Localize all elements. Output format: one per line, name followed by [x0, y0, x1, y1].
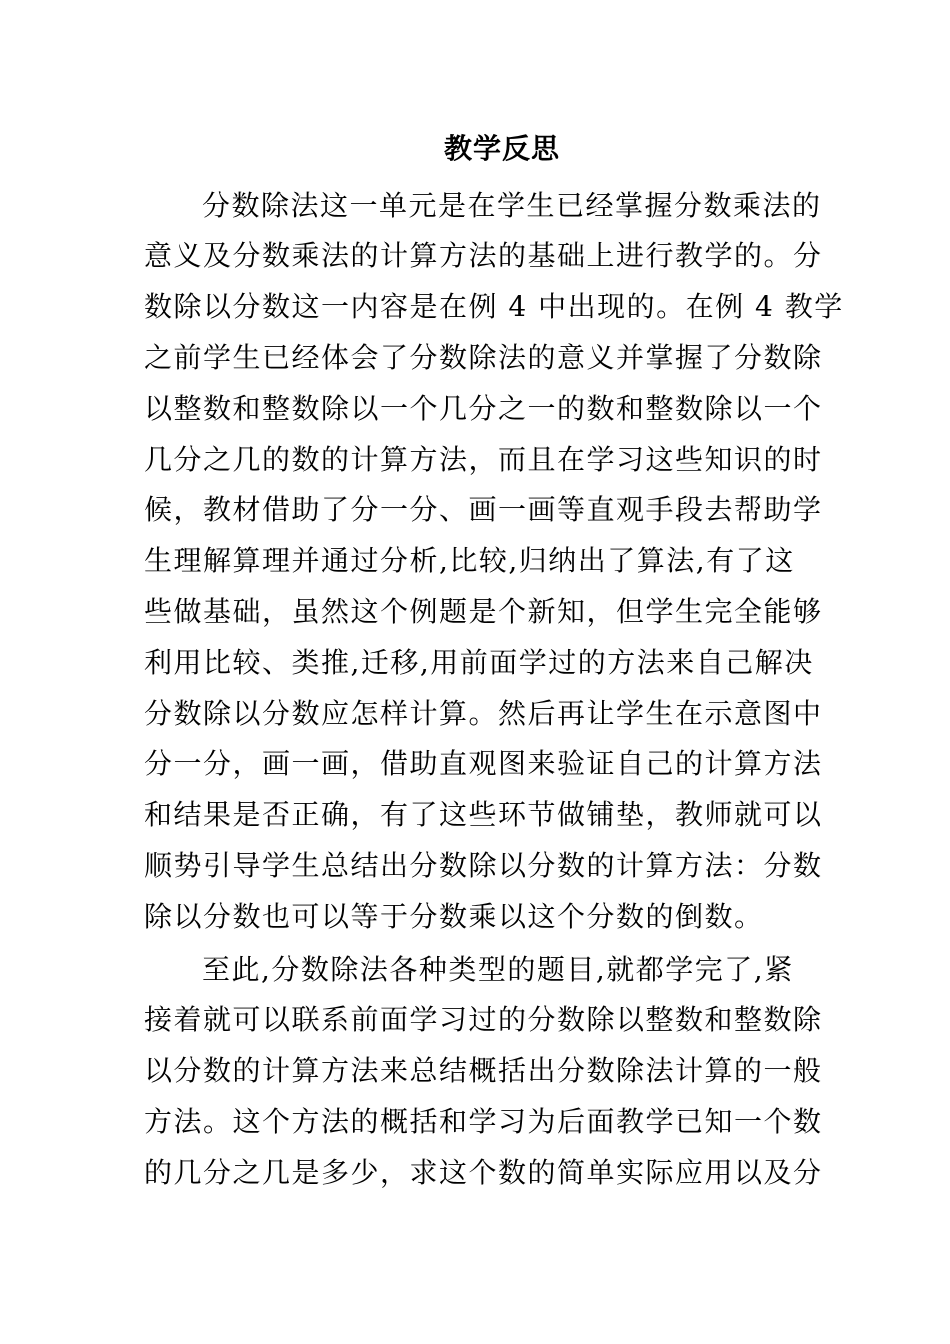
paragraph-1-line-8: 生理解算理并通过分析,比较,归纳出了算法,有了这 [144, 544, 795, 577]
paragraph-1-line-4: 之前学生已经体会了分数除法的意义并掌握了分数除 [144, 341, 823, 374]
paragraph-2-line-4: 方法。这个方法的概括和学习为后面教学已知一个数 [144, 1105, 823, 1138]
document-title: 教学反思 [443, 132, 560, 165]
paragraph-1-line-14: 顺势引导学生总结出分数除以分数的计算方法：分数 [144, 849, 823, 882]
paragraph-1-line-15: 除以分数也可以等于分数乘以这个分数的倒数。 [144, 900, 764, 933]
paragraph-1-line-1: 分数除法这一单元是在学生已经掌握分数乘法的 [202, 189, 822, 222]
paragraph-2-line-1: 至此,分数除法各种类型的题目,就都学完了,紧 [202, 953, 794, 986]
paragraph-1-line-3: 数除以分数这一内容是在例 4 中出现的。在例 4 教学 [144, 290, 844, 323]
paragraph-1-line-9: 些做基础，虽然这个例题是个新知，但学生完全能够 [144, 595, 823, 628]
paragraph-2-line-2: 接着就可以联系前面学习过的分数除以整数和整数除 [144, 1003, 823, 1036]
paragraph-2-line-3: 以分数的计算方法来总结概括出分数除法计算的一般 [144, 1054, 823, 1087]
paragraph-1-line-11: 分数除以分数应怎样计算。然后再让学生在示意图中 [144, 697, 823, 730]
paragraph-1-line-7: 候，教材借助了分一分、画一画等直观手段去帮助学 [144, 493, 823, 526]
paragraph-1-line-13: 和结果是否正确，有了这些环节做铺垫，教师就可以 [144, 798, 823, 831]
paragraph-1-line-12: 分一分，画一画，借助直观图来验证自己的计算方法 [144, 747, 823, 780]
paragraph-1-line-5: 以整数和整数除以一个几分之一的数和整数除以一个 [144, 392, 823, 425]
paragraph-1-line-6: 几分之几的数的计算方法，而且在学习这些知识的时 [144, 443, 823, 476]
paragraph-1-line-2: 意义及分数乘法的计算方法的基础上进行教学的。分 [144, 239, 823, 272]
paragraph-2-line-5: 的几分之几是多少，求这个数的简单实际应用以及分 [144, 1156, 823, 1189]
paragraph-1-line-10: 利用比较、类推,迁移,用前面学过的方法来自己解决 [144, 646, 814, 679]
